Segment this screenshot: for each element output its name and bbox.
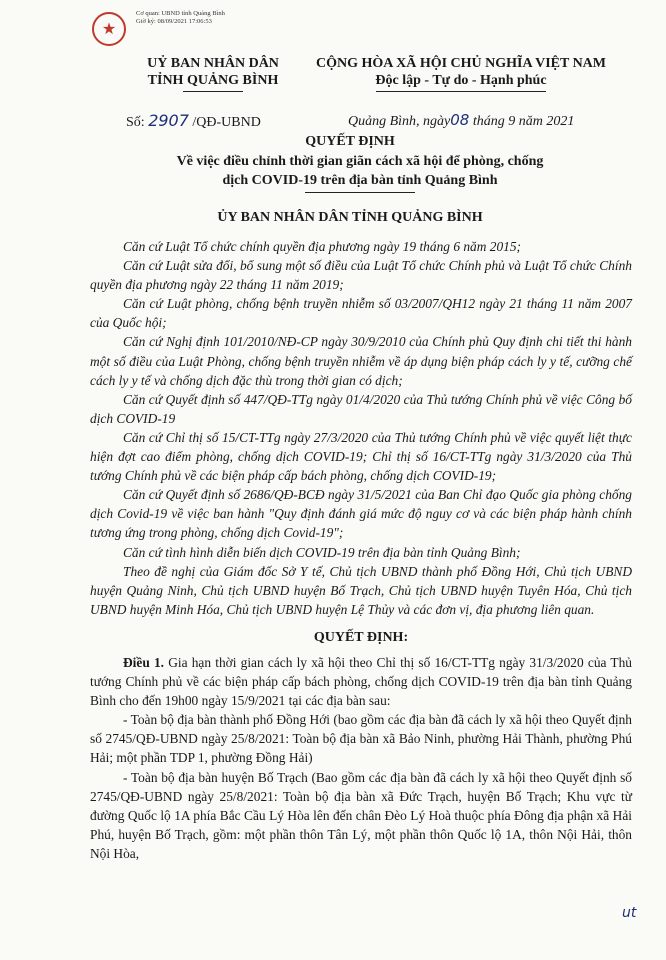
preamble-item: Căn cứ Luật phòng, chống bệnh truyền nhiễm số 03/2007/QH12 ngày 21 tháng 11 năm 2007 của Quốc hội; [90, 296, 632, 331]
preamble-item: Căn cứ Quyết định số 2686/QĐ-BCĐ ngày 31/5/2021 của Ban Chỉ đạo Quốc gia phòng chống dịch Covid-19 về việc ban hành "Quy định đánh giá mức độ nguy cơ và các biện pháp hành chính tương ứng trong phòng, chống dịch Covid-19"; [90, 487, 632, 541]
page-initial-handwritten: ut [622, 905, 637, 921]
decision-heading: QUYẾT ĐỊNH: [313, 629, 409, 645]
subject-line-2: dịch COVID-19 trên địa bàn tỉnh Quảng Bình [222, 173, 498, 188]
red-seal-icon [92, 12, 126, 46]
preamble-item: Theo đề nghị của Giám đốc Sở Y tế, Chủ tịch UBND thành phố Đồng Hới, Chủ tịch UBND huyện Quảng Ninh, Chủ tịch UBND huyện Bố Trạch, Chủ tịch UBND huyện Tuyên Hóa, Chủ tịch UBND huyện Minh Hóa, Chủ tịch UBND huyện Lệ Thủy và các đơn vị, địa phương liên quan. [90, 563, 632, 617]
issuer-header-line1: UỶ BAN NHÂN DÂN [147, 56, 279, 71]
preamble-item: Căn cứ Luật Tổ chức chính quyền địa phương ngày 19 tháng 6 năm 2015; [123, 239, 522, 254]
article-1-item: - Toàn bộ địa bàn thành phố Đồng Hới (bao gồm các địa bàn đã cách ly xã hội theo Quyết định số 2745/QĐ-UBND ngày 25/8/2021: Toàn bộ địa bàn xã Bảo Ninh, phường Hải Thành, phường Phú Hải; một phần TDP 1, phường Đồng Hải) [90, 712, 632, 766]
issuer-header [118, 55, 308, 92]
document-body [90, 237, 632, 863]
preamble-item: Căn cứ Chỉ thị số 15/CT-TTg ngày 27/3/2020 của Thủ tướng Chính phủ về việc quyết liệt thực hiện đợt cao điểm phòng, chống dịch COVID-19; Chỉ thị số 16/CT-TTg ngày 31/3/2020 của Thủ tướng Chính phủ về các biện pháp cấp bách phòng, chống dịch COVID-19; [90, 429, 632, 484]
issuer-header-line2: TỈNH QUẢNG BÌNH [147, 73, 279, 88]
document-number-handwritten: 2907 [148, 111, 189, 130]
digital-signature-info [136, 10, 225, 26]
date-day-handwritten: 08 [450, 111, 470, 129]
article-1-text: Gia hạn thời gian cách ly xã hội theo Chỉ thị số 16/CT-TTg ngày 31/3/2020 của Thủ tướng Chính phủ về các biện pháp cấp bách phòng, chống dịch COVID-19 trên địa bàn tỉnh Quảng Bình cho đến 19h00 ngày 15/9/2021 tại các địa bàn sau: [90, 654, 632, 709]
subject-rule [305, 192, 415, 193]
document-number [126, 111, 261, 131]
document-subject [120, 152, 600, 193]
date-suffix: tháng 9 năm 2021 [472, 114, 575, 129]
signature-agency: Cơ quan: UBND tỉnh Quảng Bình [136, 10, 225, 17]
national-motto-line1: CỘNG HÒA XÃ HỘI CHỦ NGHĨA VIỆT NAM [315, 56, 606, 71]
signature-time: Giờ ký: 08/09/2021 17:06:53 [136, 18, 212, 25]
article-1-item: - Toàn bộ địa bàn huyện Bố Trạch (Bao gồm các địa bàn đã cách ly xã hội theo Quyết định số 2745/QĐ-UBND ngày 25/8/2021: Toàn bộ địa bàn xã Đức Trạch, huyện Bố Trạch; Khu vực từ đường Quốc lộ 1A phía Bắc Cầu Lý Hòa lên đến chân Đèo Lý Hoà thuộc phía Đông địa phận xã Hải Phú, huyện Bố Trạch, gồm: một phần thôn Tân Lý, một phần thôn Quốc lộ 1A, thôn Nội Hải, thôn Nội Hòa, [90, 769, 632, 861]
issuing-authority: ỦY BAN NHÂN DÂN TỈNH QUẢNG BÌNH [217, 210, 483, 225]
document-number-prefix: Số: [126, 115, 145, 130]
national-motto [296, 55, 626, 92]
preamble-item: Căn cứ Nghị định 101/2010/NĐ-CP ngày 30/9/2010 của Chính phủ Quy định chi tiết thi hành một số điều của Luật Phòng, chống bệnh truyền nhiễm về áp dụng biện pháp cách ly y tế, cưỡng chế cách ly y tế và chống dịch đặc thù trong thời gian có dịch; [90, 334, 632, 388]
subject-line-1: Về việc điều chỉnh thời gian giãn cách xã hội để phòng, chống [176, 154, 544, 169]
national-motto-rule [376, 91, 546, 92]
date-prefix: Quảng Bình, ngày [348, 114, 451, 129]
document-number-suffix: /QĐ-UBND [192, 115, 261, 130]
preamble-item: Căn cứ Luật sửa đổi, bổ sung một số điều của Luật Tổ chức Chính phủ và Luật Tổ chức Chính quyền địa phương ngày 22 tháng 11 năm 2019; [90, 258, 632, 293]
issuer-header-rule [183, 91, 243, 92]
document-date [348, 111, 574, 130]
document-title: QUYẾT ĐỊNH [305, 134, 395, 149]
preamble-item: Căn cứ Quyết định số 447/QĐ-TTg ngày 01/4/2020 của Thủ tướng Chính phủ về việc Công bố dịch COVID-19 [90, 391, 632, 426]
article-1-label: Điều 1. [123, 654, 165, 670]
article-1 [90, 653, 632, 710]
national-motto-line2: Độc lập - Tự do - Hạnh phúc [375, 73, 547, 88]
preamble-item: Căn cứ tình hình diễn biến dịch COVID-19 trên địa bàn tỉnh Quảng Bình; [123, 544, 521, 560]
